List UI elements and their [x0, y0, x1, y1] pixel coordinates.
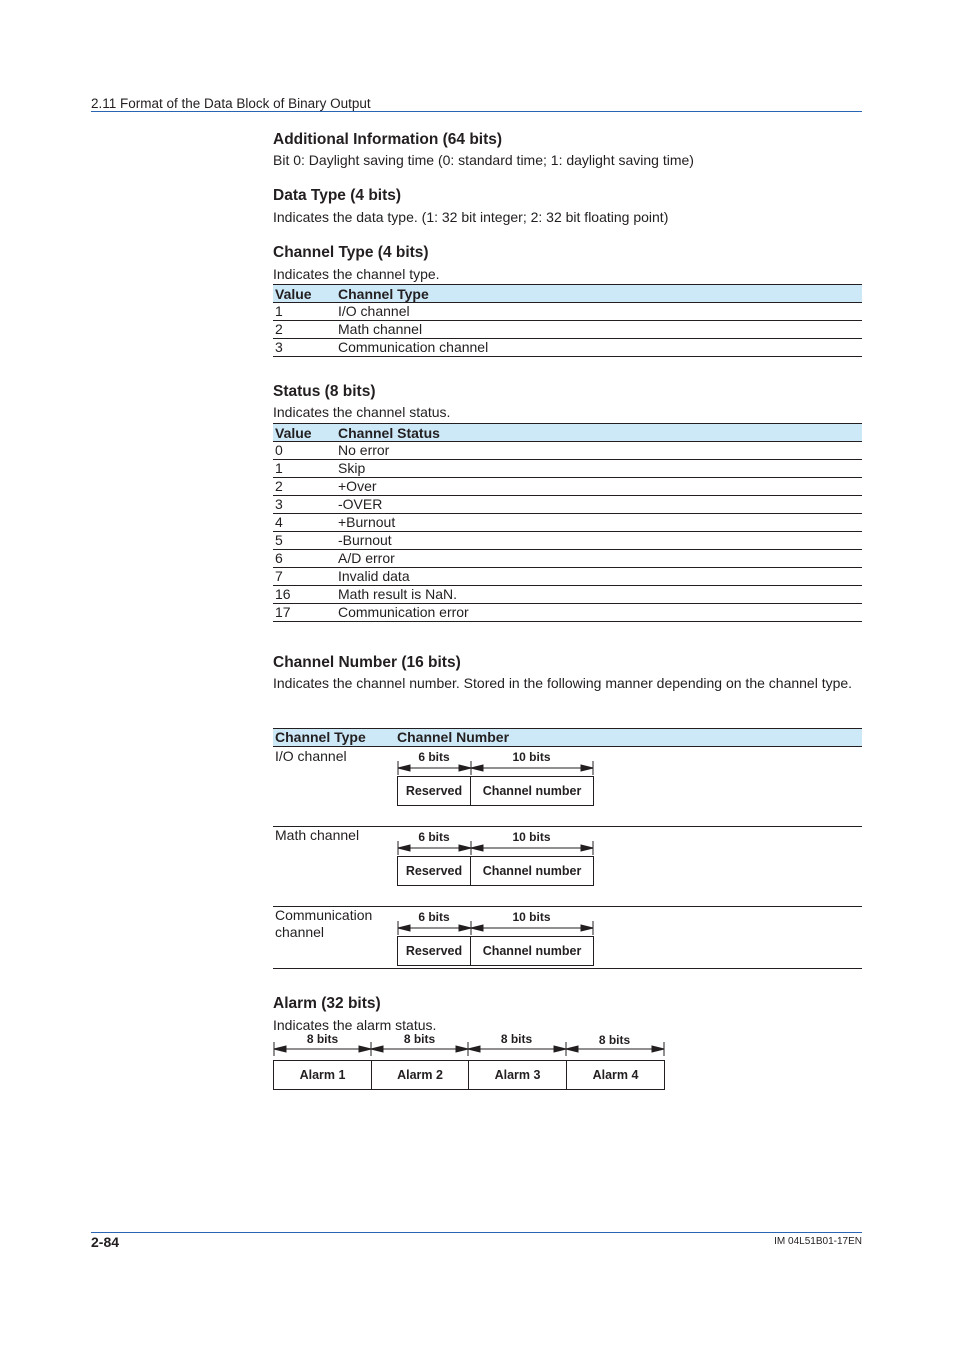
table-cell: 2 — [273, 478, 336, 496]
channel-number-field: Channel number — [470, 856, 594, 886]
running-head: 2.11 Format of the Data Block of Binary Output — [91, 96, 371, 111]
channel-number-title: Channel Number (16 bits) — [273, 654, 461, 671]
reserved-field: Reserved — [397, 856, 471, 886]
table-cell: 2 — [273, 321, 336, 339]
footer-rule — [91, 1232, 862, 1233]
bit-width-label: 10 bits — [512, 750, 551, 764]
table-cell: 17 — [273, 604, 336, 622]
channel-type-title: Channel Type (4 bits) — [273, 244, 429, 261]
alarm-text: Indicates the alarm status. — [273, 1017, 437, 1033]
additional-info-title: Additional Information (64 bits) — [273, 131, 503, 148]
table-cell: 16 — [273, 586, 336, 604]
bit-width-label: 10 bits — [512, 910, 551, 924]
table-cell: 1 — [273, 303, 336, 321]
io-dimension-arrow — [398, 761, 593, 775]
channel-number-text: Indicates the channel number. Stored in the following manner depending on the channel type. — [273, 675, 853, 691]
table-cell: Communication channel — [336, 339, 862, 357]
channel-row-label: Math channel — [275, 827, 360, 843]
math-dimension-arrow — [398, 841, 593, 855]
table-cell: 7 — [273, 568, 336, 586]
table-cell: Invalid data — [336, 568, 862, 586]
table-cell: 1 — [273, 460, 336, 478]
status-title: Status (8 bits) — [273, 383, 376, 400]
bit-width-label: 8 bits — [306, 1032, 339, 1046]
bit-width-label: 10 bits — [512, 830, 551, 844]
table-cell: Math result is NaN. — [336, 586, 862, 604]
table-cell: 3 — [273, 339, 336, 357]
page-number: 2-84 — [91, 1234, 120, 1250]
channel-row-label-line2: channel — [275, 924, 325, 940]
bit-width-label: 6 bits — [418, 830, 450, 844]
alarm-3-field: Alarm 3 — [468, 1060, 567, 1090]
table-cell: -Burnout — [336, 532, 862, 550]
column-header-channel-status: Channel Status — [336, 424, 862, 442]
table-cell: Math channel — [336, 321, 862, 339]
column-header-value: Value — [273, 424, 336, 442]
bit-width-label: 8 bits — [403, 1032, 436, 1046]
status-text: Indicates the channel status. — [273, 404, 451, 420]
channel-row-label: I/O channel — [275, 748, 347, 764]
bit-width-label: 8 bits — [500, 1032, 533, 1046]
data-type-title: Data Type (4 bits) — [273, 187, 402, 204]
column-header-channel-type: Channel Type — [336, 285, 862, 303]
table-cell: Skip — [336, 460, 862, 478]
data-type-text: Indicates the data type. (1: 32 bit integer; 2: 32 bit floating point) — [273, 209, 669, 225]
communication-dimension-arrow — [398, 921, 593, 935]
table-cell: No error — [336, 442, 862, 460]
channel-type-text: Indicates the channel type. — [273, 266, 440, 282]
table-cell: I/O channel — [336, 303, 862, 321]
table-cell: 3 — [273, 496, 336, 514]
table-cell: A/D error — [336, 550, 862, 568]
bit-width-label: 6 bits — [418, 750, 450, 764]
channel-number-field: Channel number — [470, 776, 594, 806]
bit-width-label: 8 bits — [598, 1033, 631, 1047]
column-header-value: Value — [273, 285, 336, 303]
document-id: IM 04L51B01-17EN — [774, 1236, 862, 1247]
alarm-2-field: Alarm 2 — [371, 1060, 469, 1090]
alarm-dimension-arrow — [274, 1042, 664, 1056]
alarm-title: Alarm (32 bits) — [273, 995, 381, 1012]
column-header-channel-type: Channel Type — [275, 729, 366, 745]
reserved-field: Reserved — [397, 776, 471, 806]
table-cell: 0 — [273, 442, 336, 460]
table-cell: +Burnout — [336, 514, 862, 532]
table-cell: 6 — [273, 550, 336, 568]
table-cell: 5 — [273, 532, 336, 550]
table-cell: +Over — [336, 478, 862, 496]
table-cell: -OVER — [336, 496, 862, 514]
alarm-1-field: Alarm 1 — [273, 1060, 372, 1090]
additional-info-text: Bit 0: Daylight saving time (0: standard time; 1: daylight saving time) — [273, 152, 694, 168]
alarm-4-field: Alarm 4 — [566, 1060, 665, 1090]
table-cell: 4 — [273, 514, 336, 532]
channel-row-label: Communication — [275, 907, 373, 923]
table-cell: Communication error — [336, 604, 862, 622]
channel-number-field: Channel number — [470, 936, 594, 966]
bit-width-label: 6 bits — [418, 910, 450, 924]
column-header-channel-number: Channel Number — [397, 729, 510, 745]
reserved-field: Reserved — [397, 936, 471, 966]
